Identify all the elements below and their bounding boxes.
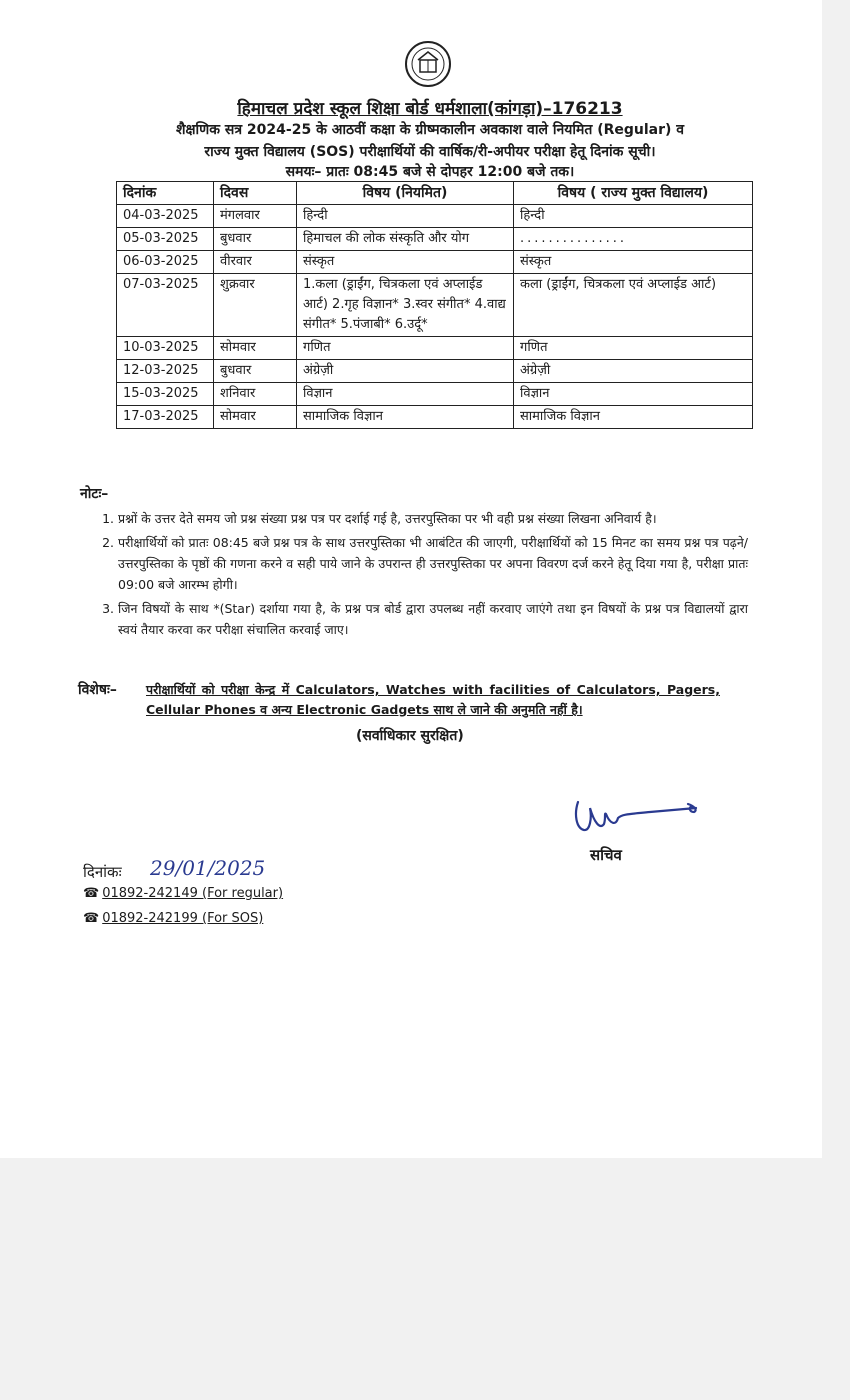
table-row	[117, 360, 753, 383]
cell-day: बुधवार	[214, 228, 297, 251]
telephone-icon: ☎	[83, 886, 100, 901]
column-header-sos-subject: विषय ( राज्य मुक्त विद्यालय)	[514, 182, 753, 205]
phone-sos-number: 01892-242199 (For SOS)	[102, 911, 264, 926]
notes-list	[90, 508, 748, 643]
note-item: 3. जिन विषयों के साथ *(Star) दर्शाया गया है, के प्रश्न पत्र बोर्ड द्वारा उपलब्ध नहीं करवाए जाएंगे तथा इन विषयों के प्रश्न पत्र विद्यालयों द्वारा स्वयं तैयार करवा कर परीक्षा संचालित करवाई जाए।	[118, 598, 748, 640]
cell-regular-subject: विज्ञान	[297, 383, 514, 406]
cell-sos-subject: ...............	[514, 228, 753, 251]
table-header-row	[117, 182, 753, 205]
cell-regular-subject: अंग्रेज़ी	[297, 360, 514, 383]
phone-regular-number: 01892-242149 (For regular)	[102, 886, 284, 901]
exam-schedule-table	[116, 181, 753, 429]
cell-day: वीरवार	[214, 251, 297, 274]
cell-date: 05-03-2025	[117, 228, 214, 251]
cell-day: सोमवार	[214, 337, 297, 360]
cell-day: बुधवार	[214, 360, 297, 383]
cell-date: 15-03-2025	[117, 383, 214, 406]
schedule-subtitle-line-2: राज्य मुक्त विद्यालय (SOS) परीक्षार्थियों की वार्षिक/री-अपीयर परीक्षा हेतू दिनांक सूची।	[204, 144, 656, 160]
table-row	[117, 274, 753, 337]
table-row	[117, 228, 753, 251]
cell-regular-subject: गणित	[297, 337, 514, 360]
secretary-signature	[570, 784, 710, 844]
cell-date: 17-03-2025	[117, 406, 214, 429]
schedule-subtitle-line-1: शैक्षणिक सत्र 2024-25 के आठवीं कक्षा के ग्रीष्मकालीन अवकाश वाले नियमित (Regular) व	[175, 122, 685, 138]
cell-regular-subject: सामाजिक विज्ञान	[297, 406, 514, 429]
cell-regular-subject: हिमाचल की लोक संस्कृति और योग	[297, 228, 514, 251]
table-row	[117, 205, 753, 228]
cell-regular-subject: हिन्दी	[297, 205, 514, 228]
all-rights-reserved: (सर्वाधिकार सुरक्षित)	[356, 728, 464, 744]
column-header-date: दिनांक	[117, 182, 214, 205]
cell-regular-subject: 1.कला (ड्राईंग, चित्रकला एवं अप्लाईड आर्ट) 2.गृह विज्ञान* 3.स्वर संगीत* 4.वाद्य संगीत* 5.पंजाबी* 6.उर्दू*	[297, 274, 514, 337]
telephone-icon: ☎	[83, 911, 100, 926]
table-row	[117, 383, 753, 406]
cell-sos-subject: सामाजिक विज्ञान	[514, 406, 753, 429]
table-row	[117, 337, 753, 360]
cell-date: 10-03-2025	[117, 337, 214, 360]
special-instruction-text: परीक्षार्थियों को परीक्षा केन्द्र में Calculators, Watches with facilities of Calculators, Pagers, Cellular Phones व अन्य Electronic Gadgets साथ ले जाने की अनुमति नहीं है।	[146, 682, 720, 717]
cell-sos-subject: संस्कृत	[514, 251, 753, 274]
special-instruction-label: विशेषः–	[78, 682, 117, 698]
secretary-designation: सचिव	[590, 846, 622, 864]
board-title: हिमाचल प्रदेश स्कूल शिक्षा बोर्ड धर्मशाला(कांगड़ा)–176213	[237, 99, 623, 119]
cell-day: सोमवार	[214, 406, 297, 429]
cell-day: शुक्रवार	[214, 274, 297, 337]
cell-sos-subject: अंग्रेज़ी	[514, 360, 753, 383]
exam-timing: समयः– प्रातः 08:45 बजे से दोपहर 12:00 बजे तक।	[285, 164, 575, 180]
table-row	[117, 251, 753, 274]
notes-label: नोटः–	[80, 486, 109, 502]
cell-date: 06-03-2025	[117, 251, 214, 274]
cell-day: मंगलवार	[214, 205, 297, 228]
phone-regular	[83, 886, 283, 901]
cell-sos-subject: गणित	[514, 337, 753, 360]
board-emblem-logo	[404, 40, 452, 88]
date-label: दिनांकः	[83, 863, 122, 881]
table-row	[117, 406, 753, 429]
column-header-regular-subject: विषय (नियमित)	[297, 182, 514, 205]
cell-sos-subject: कला (ड्राईंग, चित्रकला एवं अप्लाईड आर्ट)	[514, 274, 753, 337]
handwritten-date: 29/01/2025	[150, 856, 266, 880]
cell-date: 04-03-2025	[117, 205, 214, 228]
note-item: 1. प्रश्नों के उत्तर देते समय जो प्रश्न संख्या प्रश्न पत्र पर दर्शाई गई है, उत्तरपुस्तिका पर भी वही प्रश्न संख्या लिखना अनिवार्य है।	[118, 508, 748, 529]
cell-date: 07-03-2025	[117, 274, 214, 337]
cell-regular-subject: संस्कृत	[297, 251, 514, 274]
phone-sos	[83, 911, 263, 926]
cell-sos-subject: हिन्दी	[514, 205, 753, 228]
column-header-day: दिवस	[214, 182, 297, 205]
cell-sos-subject: विज्ञान	[514, 383, 753, 406]
cell-date: 12-03-2025	[117, 360, 214, 383]
cell-day: शनिवार	[214, 383, 297, 406]
note-item: 2. परीक्षार्थियों को प्रातः 08:45 बजे प्रश्न पत्र के साथ उत्तरपुस्तिका भी आबंटित की जाएगी, परीक्षार्थियों को 15 मिनट का समय प्रश्न पत्र पढ़ने/उत्तरपुस्तिका के पृष्ठों की गणना करने व सही पाये जाने के उपरान्त ही उत्तरपुस्तिका पर अपना विवरण दर्ज करने हेतू दिया गया है, परीक्षा प्रातः 09:00 बजे आरम्भ होगी।	[118, 532, 748, 595]
